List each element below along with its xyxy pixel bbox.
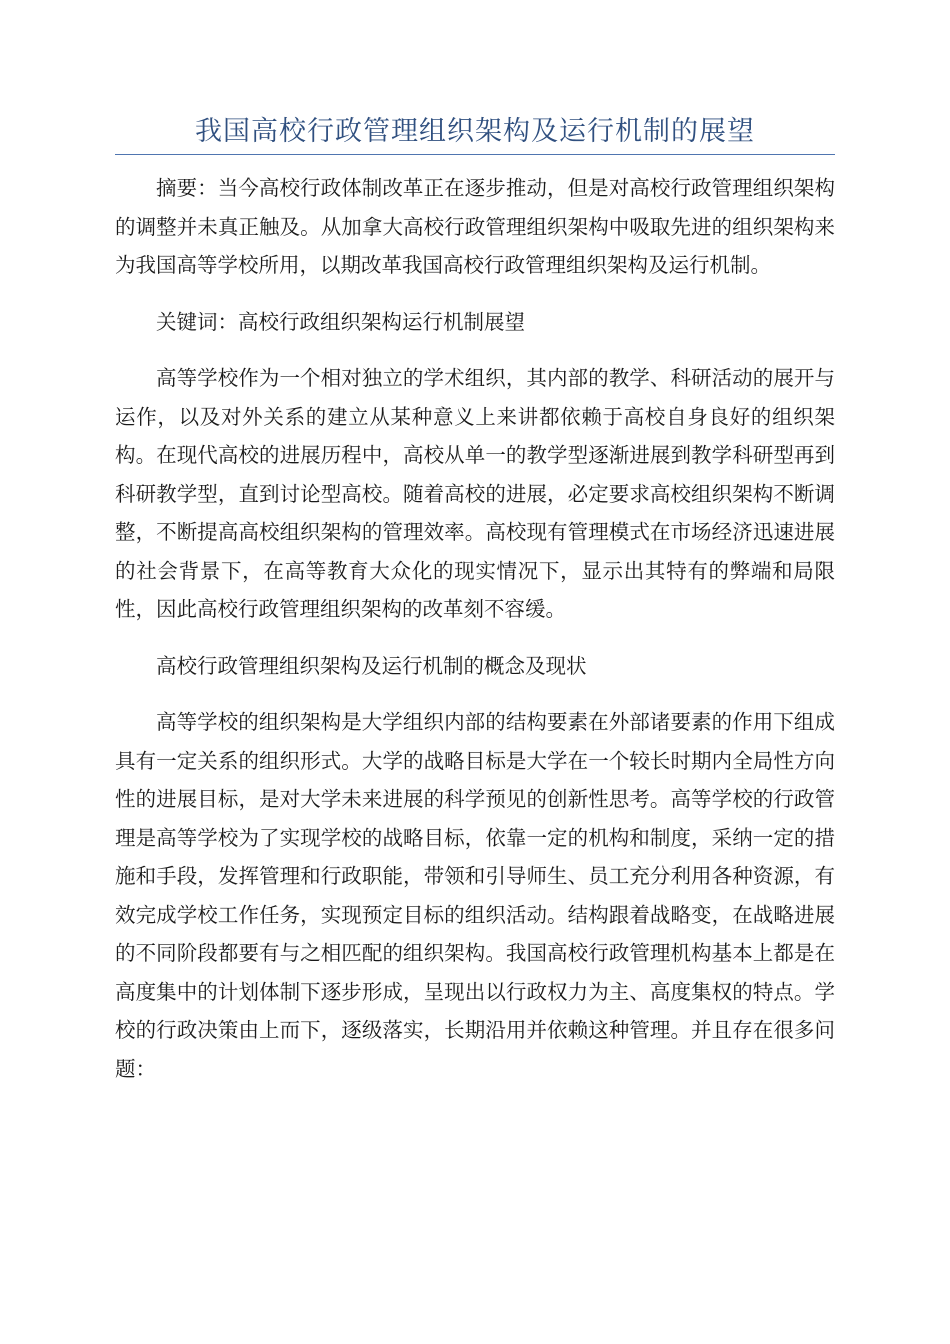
body-paragraph-2: 高等学校的组织架构是大学组织内部的结构要素在外部诸要素的作用下组成具有一定关系的组织形式。大学的战略目标是大学在一个较长时期内全局性方向性的进展目标，是对大学未来进展的科学预见的创新性思考。高等学校的行政管理是高等学校为了实现学校的战略目标，依靠一定的机构和制度，采纳一定的措施和手段，发挥管理和行政职能，带领和引导师生、员工充分利用各种资源，有效完成学校工作任务，实现预定目标的组织活动。结构跟着战略变，在战略进展的不同阶段都要有与之相匹配的组织架构。我国高校行政管理机构基本上都是在高度集中的计划体制下逐步形成，呈现出以行政权力为主、高度集权的特点。学校的行政决策由上而下，逐级落实，长期沿用并依赖这种管理。并且存在很多问题： xyxy=(115,710,835,1081)
abstract-paragraph: 摘要：当今高校行政体制改革正在逐步推动，但是对高校行政管理组织架构的调整并未真正触及。从加拿大高校行政管理组织架构中吸取先进的组织架构来为我国高等学校所用，以期改革我国高校行政管理组织架构及运行机制。 xyxy=(115,176,835,277)
document-page xyxy=(115,110,835,1106)
title-underline xyxy=(115,154,835,155)
section-heading: 高校行政管理组织架构及运行机制的概念及现状 xyxy=(156,653,587,678)
keywords-line: 关键词：高校行政组织架构运行机制展望 xyxy=(156,309,525,334)
document-title: 我国高校行政管理组织架构及运行机制的展望 xyxy=(195,116,755,147)
body-paragraph-1: 高等学校作为一个相对独立的学术组织，其内部的教学、科研活动的展开与运作，以及对外关系的建立从某种意义上来讲都依赖于高校自身良好的组织架构。在现代高校的进展历程中，高校从单一的教学型逐渐进展到教学科研型再到科研教学型，直到讨论型高校。随着高校的进展，必定要求高校组织架构不断调整，不断提高高校组织架构的管理效率。高校现有管理模式在市场经济迅速进展的社会背景下，在高等教育大众化的现实情况下，显示出其特有的弊端和局限性，因此高校行政管理组织架构的改革刻不容缓。 xyxy=(115,366,835,621)
